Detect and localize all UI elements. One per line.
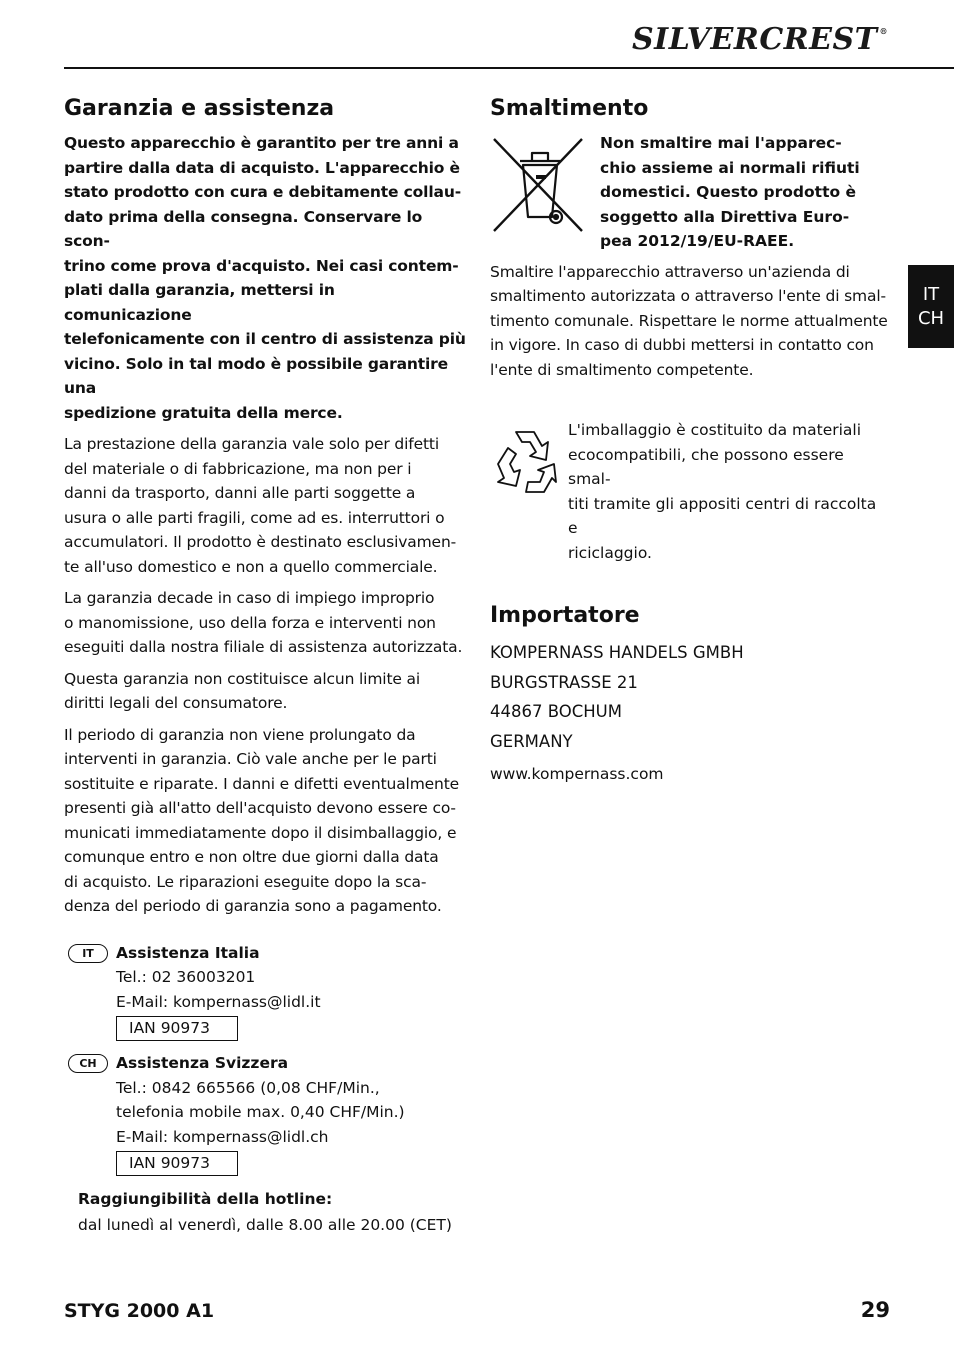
hotline-info [64,1186,466,1238]
service-italy [64,941,466,1042]
page-number: 29 [860,1298,890,1322]
warranty-paragraph-1: Questo apparecchio è garantito per tre anni a partire dalla data di acquisto. L'apparecchio è stato prodotto con cura e debitamente collau- dato prima della consegna. Conservare lo scon- trino come prova d'acquisto. Nei casi contem- plati dalla garanzia, mettersi in comunicazione telefonicamente con il centro di assistenza più vicino. Solo in tal modo è possibile garantire una spedizione gratuita della merce. [64,134,466,422]
weee-notice [490,131,890,254]
country-badge-ch: CH [68,1054,108,1073]
ian-box-ch: IAN 90973 [116,1151,238,1176]
disposal-paragraph: Smaltire l'apparecchio attraverso un'azienda di smaltimento autorizzata o attraverso l'ente di smal- timento comunale. Rispettare le norme attualmente in vigore. In caso di dubbi mettersi in contatto con l'ente di smaltimento competente. [490,262,888,379]
brand-logo: SILVERCREST ® [632,22,888,57]
warranty-paragraph-4: Questa garanzia non costituisce alcun limite ai diritti legali del consumatore. [64,669,421,712]
service-switzerland-tel-mobile: telefonia mobile max. 0,40 CHF/Min.) [116,1103,405,1121]
packaging-notice [490,418,890,572]
hotline-title: Raggiungibilità della hotline: [78,1190,333,1208]
packaging-text: L'imballaggio è costituito da materiali ecocompatibili, che possono essere smal- titi tramite gli appositi centri di raccolta e riciclaggio. [568,421,877,562]
country-badge-it: IT [68,944,108,963]
service-contacts [64,941,466,1239]
importer-company: KOMPERNASS HANDELS GMBH [490,643,744,662]
service-italy-email: E-Mail: kompernass@lidl.it [116,992,321,1011]
service-switzerland-title: Assistenza Svizzera [116,1054,289,1072]
importer-street: BURGSTRASSE 21 [490,672,638,692]
language-tab-it: IT [922,283,940,305]
importer-website[interactable]: www.kompernass.com [490,765,664,783]
right-column [490,93,890,793]
crossed-bin-icon [490,131,590,241]
hotline-hours: dal lunedì al venerdì, dalle 8.00 alle 20.00 (CET) [78,1216,452,1234]
warranty-paragraph-3: La garanzia decade in caso di impiego improprio o manomissione, uso della forza e interventi non eseguiti dalla nostra filiale di assistenza autorizzata. [64,589,463,656]
header-rule [64,67,954,69]
importer-country: GERMANY [490,731,573,751]
ian-box-it: IAN 90973 [116,1016,238,1041]
language-tab-ch: CH [917,307,945,329]
importer-section [490,600,890,786]
warranty-paragraph-2: La prestazione della garanzia vale solo per difetti del materiale o di fabbricazione, ma non per i danni da trasporto, danni alle parti soggette a usura o alle parti fragili, come ad es. interruttori o accumulatori. Il prodotto è destinato esclusivamen- te all'uso domestico e non a quello commerciale. [64,435,457,576]
language-tab [908,265,954,348]
service-italy-tel: Tel.: 02 36003201 [116,968,256,986]
service-switzerland-tel: Tel.: 0842 665566 (0,08 CHF/Min., [116,1078,380,1097]
warranty-paragraph-5: Il periodo di garanzia non viene prolungato da interventi in garanzia. Ciò vale anche per le parti sostituite e riparate. I danni e difetti eventualmente presenti già all'atto dell'acquisto devono essere co- municati immediatamente dopo il disimballaggio, e comunque entro e non oltre due giorni dalla data di acquisto. Le riparazioni eseguite dopo la sca- denza del periodo di garanzia sono a pagamento. [64,725,460,915]
service-italy-title: Assistenza Italia [116,943,260,962]
service-switzerland [64,1051,466,1176]
weee-bold-text: Non smaltire mai l'apparec- chio assieme ai normali rifiuti domestici. Questo prodotto è soggetto alla Direttiva Euro- pea 2012/19/EU-RAEE. [600,134,860,250]
disposal-heading: Smaltimento [490,96,649,121]
recycle-icon [490,422,560,502]
left-column [64,93,466,1238]
importer-heading: Importatore [490,603,640,628]
service-switzerland-email: E-Mail: kompernass@lidl.ch [116,1127,329,1146]
warranty-heading: Garanzia e assistenza [64,96,335,121]
footer-model: STYG 2000 A1 [64,1300,215,1322]
importer-city: 44867 BOCHUM [490,702,622,721]
